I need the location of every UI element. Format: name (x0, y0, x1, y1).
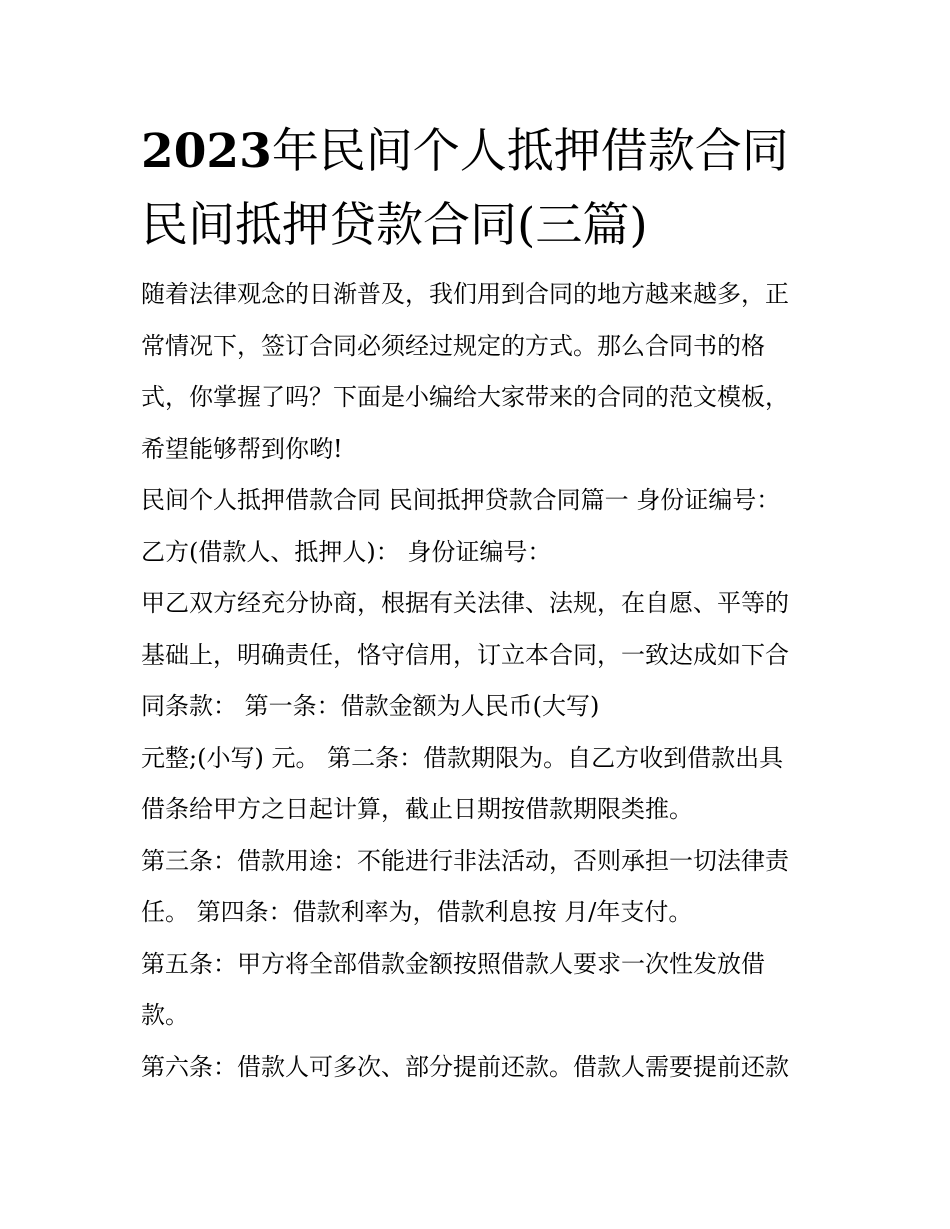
text-line: 基础上，明确责任，恪守信用，订立本合同，一致达成如下合 (141, 640, 789, 669)
text-line: 借条给甲方之日起计算，截止日期按借款期限类推。 (141, 795, 693, 823)
text-line: 任。 第四条：借款利率为，借款利息按 月/年支付。 (141, 898, 693, 926)
text-line: 第三条：借款用途：不能进行非法活动，否则承担一切法律责 (141, 846, 789, 875)
intro-paragraph (141, 269, 813, 475)
article-3-paragraph (141, 836, 813, 939)
text-line: 甲乙双方经充分协商，根据有关法律、法规，在自愿、平等的 (141, 589, 789, 617)
text-line: 同条款： 第一条：借款金额为人民币(大写) (141, 692, 600, 720)
document-page (141, 115, 813, 1093)
text-line: 常情况下，签订合同必须经过规定的方式。那么合同书的格 (141, 331, 765, 360)
title-year: 2023 (141, 124, 272, 179)
text-line: 第六条：借款人可多次、部分提前还款。借款人需要提前还款 (141, 1052, 789, 1081)
title-line-1-text: 年民间个人抵押借款合同 (271, 124, 789, 179)
title-line-1 (141, 115, 813, 189)
text-line: 乙方(借款人、抵押人)： 身份证编号： (141, 537, 552, 566)
article-6-paragraph (141, 1042, 813, 1094)
document-title (141, 115, 813, 263)
title-line-2: 民间抵押贷款合同(三篇) (141, 198, 648, 253)
text-line: 款。 (141, 1001, 189, 1029)
parties-paragraph (141, 475, 813, 578)
agreement-paragraph (141, 578, 813, 733)
article-5-paragraph (141, 939, 813, 1042)
text-line: 式，你掌握了吗？下面是小编给大家带来的合同的范文模板， (141, 383, 789, 411)
text-line: 元整;(小写) 元。 第二条：借款期限为。自乙方收到借款出具 (141, 743, 784, 772)
text-line: 民间个人抵押借款合同 民间抵押贷款合同篇一 身份证编号： (141, 486, 781, 514)
article-2-paragraph (141, 733, 813, 836)
text-line: 第五条：甲方将全部借款金额按照借款人要求一次性发放借 (141, 949, 765, 978)
text-line: 随着法律观念的日渐普及，我们用到合同的地方越来越多，正 (141, 280, 789, 308)
document-body (141, 269, 813, 1093)
text-line: 希望能够帮到你哟! (141, 434, 343, 463)
